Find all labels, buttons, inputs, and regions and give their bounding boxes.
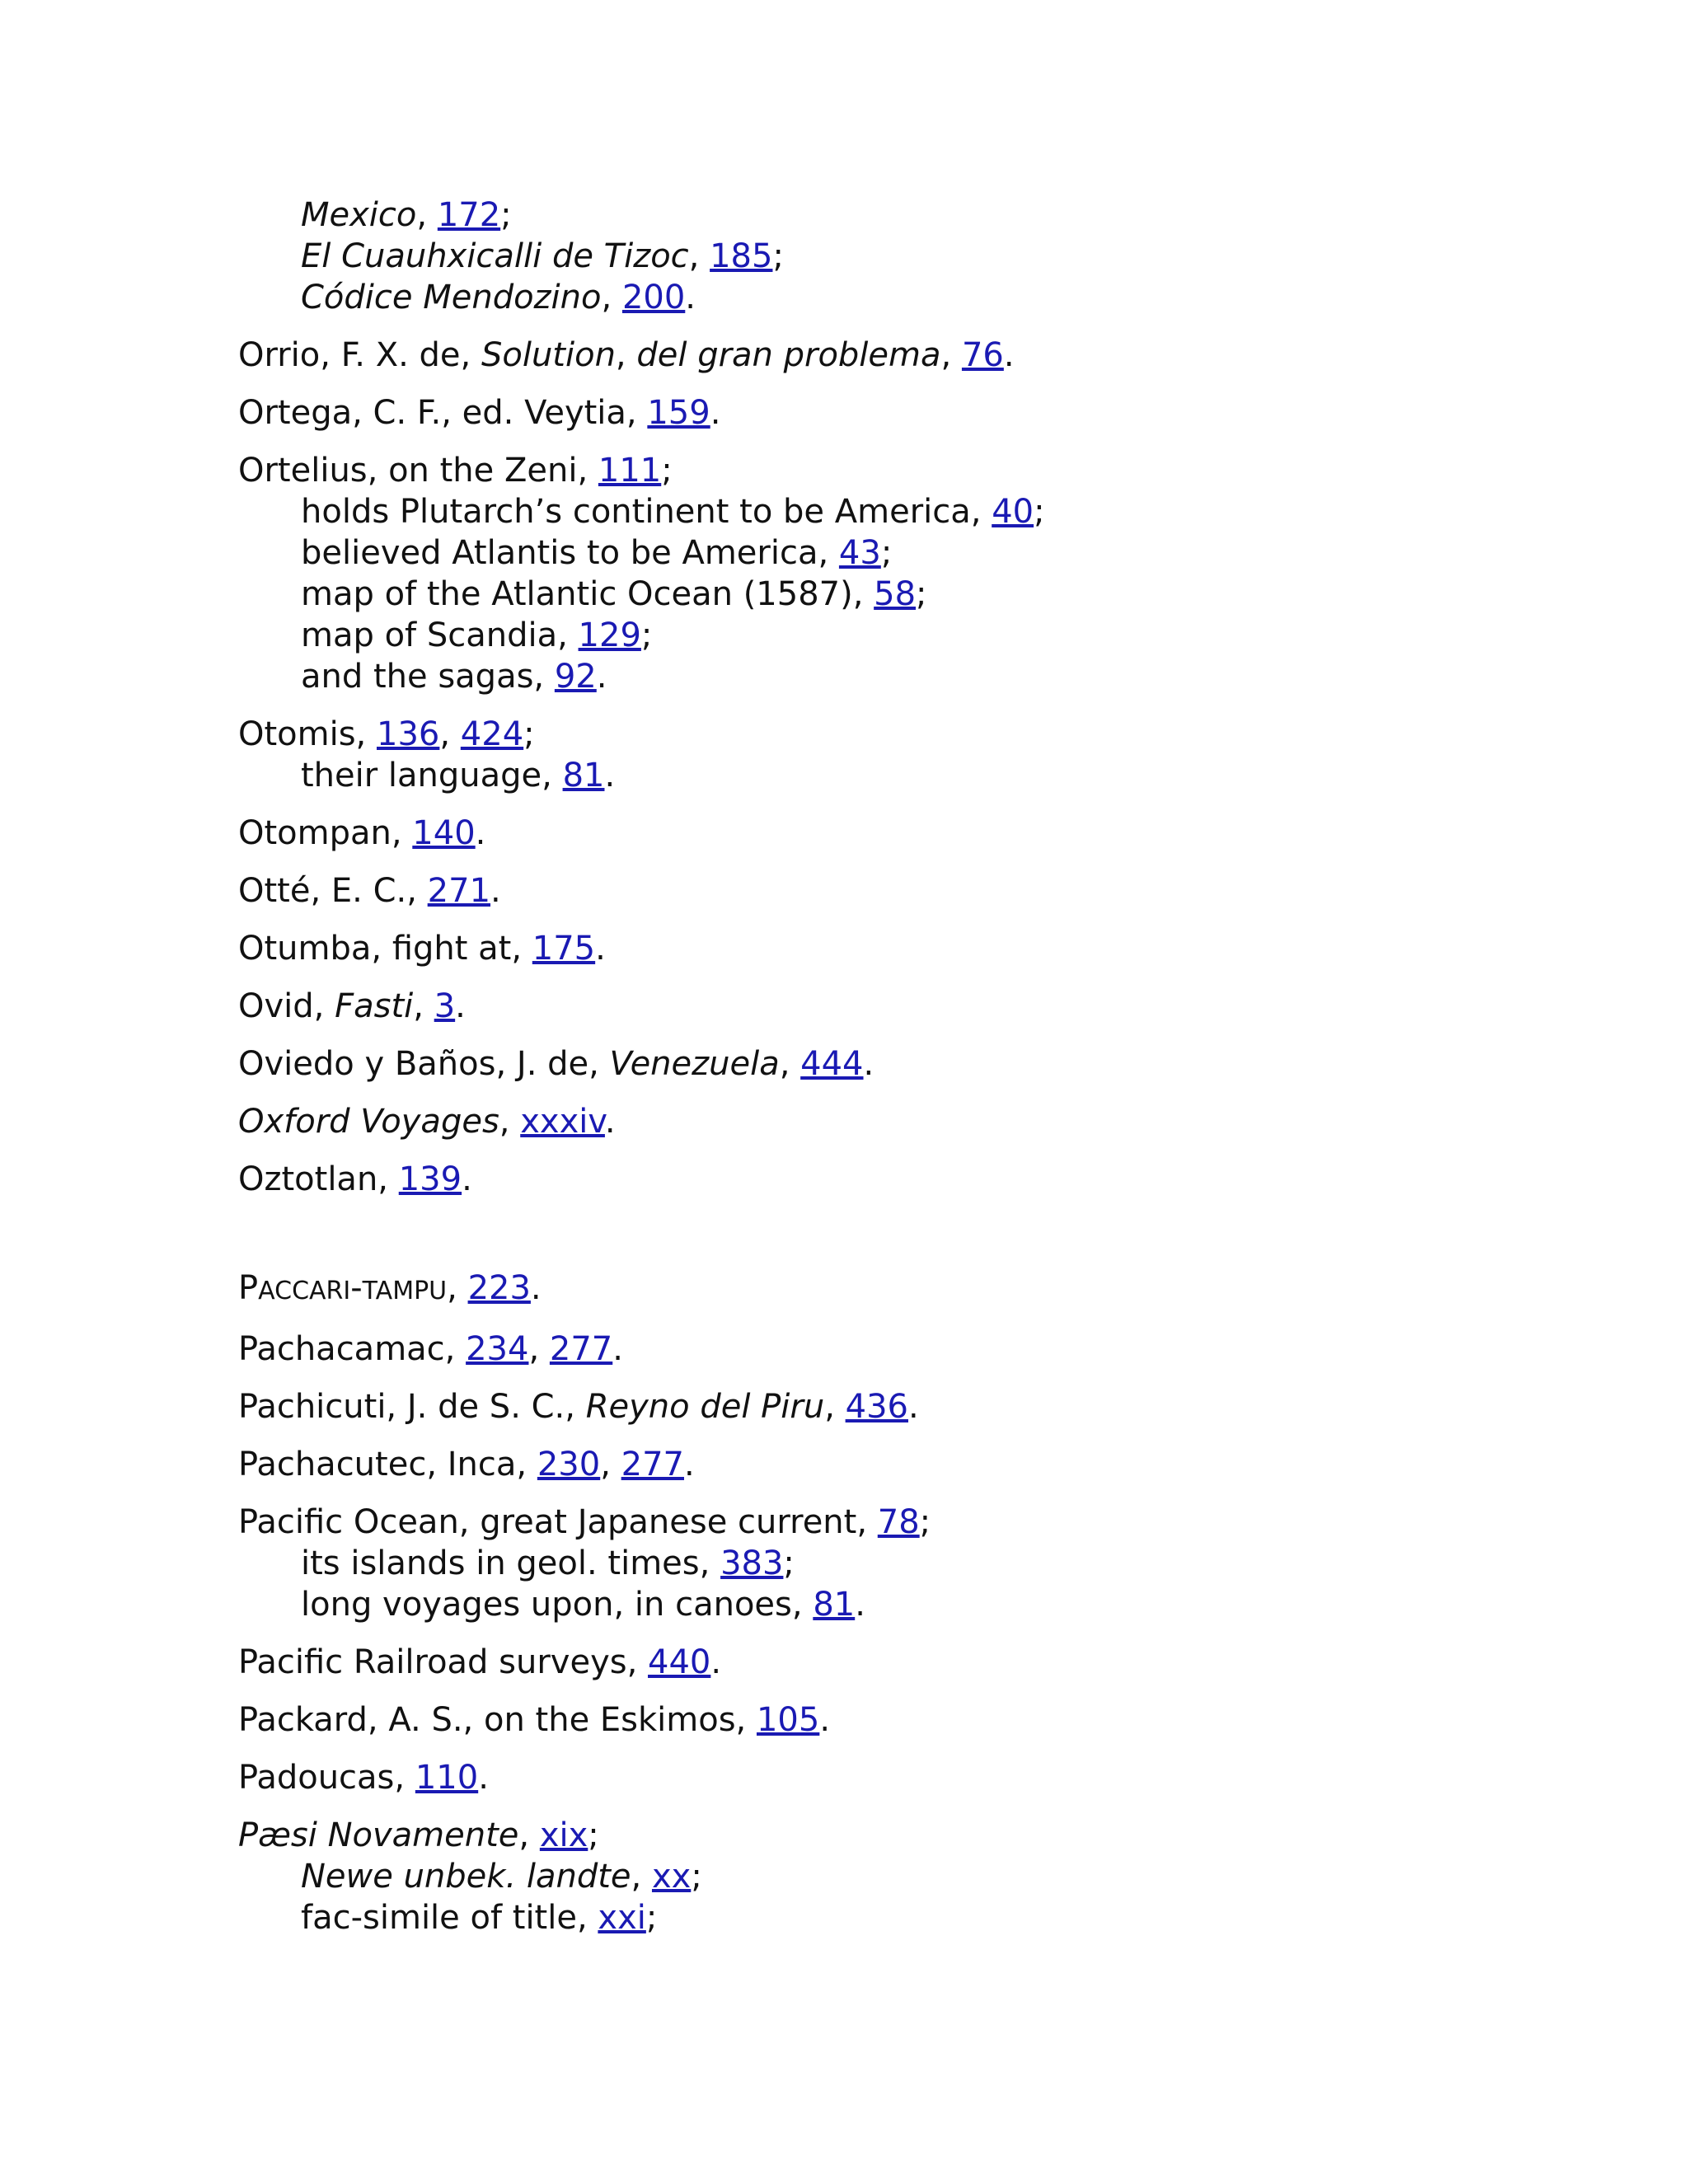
italic-title: Fasti [335, 987, 414, 1025]
index-entry-heading [238, 1159, 1557, 1200]
entry-text: ; [880, 534, 893, 572]
index-entry [238, 1444, 1557, 1485]
entry-text: TAMPU [362, 1277, 448, 1305]
page-link[interactable]: 277 [621, 1446, 684, 1483]
index-entry-heading [238, 986, 1557, 1027]
italic-title: Códice Mendozino [301, 279, 602, 316]
entry-text: P [238, 1269, 259, 1307]
index-entry-heading [238, 714, 1557, 755]
entry-text: , [940, 336, 962, 374]
page-link[interactable]: 175 [532, 930, 596, 968]
entry-text: . [855, 1586, 865, 1624]
index-entry-heading [238, 1502, 1557, 1543]
entry-text: Orrio, F. X. de, [238, 336, 481, 374]
entry-text: . [490, 872, 501, 910]
index-entry [238, 1757, 1557, 1798]
page-link[interactable]: 111 [598, 452, 662, 490]
index-entry [238, 1043, 1557, 1085]
page-link[interactable]: 200 [621, 279, 686, 316]
index-entry-heading [238, 1642, 1557, 1683]
entry-text: - [350, 1269, 363, 1307]
page-link[interactable]: 78 [877, 1503, 920, 1541]
page-link[interactable]: 136 [377, 715, 440, 753]
index-subentry [301, 194, 1557, 236]
index-entry-heading [238, 1386, 1557, 1427]
entry-text: ; [1034, 493, 1045, 531]
entry-text: Otomis, [238, 715, 377, 753]
entry-text: . [612, 1330, 623, 1368]
page-link[interactable]: xix [539, 1816, 588, 1854]
index-entry [238, 714, 1557, 796]
index-subentry [301, 1897, 1557, 1938]
entry-text: . [710, 1643, 722, 1681]
page-link[interactable]: 234 [466, 1330, 529, 1368]
entry-text: , [615, 336, 637, 374]
index-entry-heading [238, 870, 1557, 912]
index-entry [238, 392, 1557, 434]
index-subentry [301, 1543, 1557, 1584]
entry-text: , [824, 1388, 846, 1426]
index-page [238, 194, 1557, 1955]
index-entry [238, 1642, 1557, 1683]
entry-text: . [595, 930, 606, 968]
page-link[interactable]: xx [651, 1858, 692, 1896]
index-entry-heading [238, 1268, 1557, 1312]
page-link[interactable]: 223 [467, 1269, 531, 1307]
index-subentry [301, 755, 1557, 796]
entry-text: . [710, 394, 721, 432]
entry-text: ; [691, 1858, 702, 1896]
index-entry [238, 1101, 1557, 1142]
entry-text: its islands in geol. times, [301, 1544, 721, 1582]
entry-text: fac-simile of title, [301, 1899, 598, 1937]
entry-text: Padoucas, [238, 1759, 415, 1797]
index-subentry [301, 615, 1557, 656]
entry-text: ; [919, 1503, 931, 1541]
entry-text: . [604, 757, 616, 794]
entry-text: . [604, 1103, 616, 1141]
page-link[interactable]: 139 [398, 1160, 462, 1198]
entry-text: ; [645, 1899, 658, 1937]
entry-text: . [455, 987, 466, 1025]
page-link[interactable]: 43 [838, 534, 881, 572]
entry-text: Packard, A. S., on the Eskimos, [238, 1701, 757, 1739]
entry-text: Ortelius, on the Zeni, [238, 452, 598, 490]
page-link[interactable]: 424 [460, 715, 524, 753]
entry-text: Pacific Railroad surveys, [238, 1643, 649, 1681]
entry-text: Pachacamac, [238, 1330, 467, 1368]
entry-text: Ovid, [238, 987, 335, 1025]
italic-title: Oxford Voyages [238, 1103, 499, 1141]
index-entry-heading [238, 1699, 1557, 1741]
entry-text: Otumba, fight at, [238, 930, 532, 968]
index-subentry [301, 574, 1557, 615]
italic-title: El Cuauhxicalli de Tizoc [301, 237, 689, 275]
index-entry [238, 1386, 1557, 1427]
index-entry [238, 450, 1557, 697]
index-entry [238, 1159, 1557, 1200]
index-entry [238, 986, 1557, 1027]
index-entry-heading [238, 335, 1557, 376]
index-entry [238, 870, 1557, 912]
entry-text: . [684, 1446, 695, 1483]
entry-text: map of Scandia, [301, 616, 579, 654]
entry-text: ; [523, 715, 535, 753]
italic-title: Solution [481, 336, 616, 374]
entry-text: Oztotlan, [238, 1160, 399, 1198]
entry-text: . [478, 1759, 489, 1797]
entry-text: long voyages upon, in canoes, [301, 1586, 814, 1624]
page-link[interactable]: xxxiv [520, 1103, 605, 1141]
entry-text: ACCARI [258, 1277, 351, 1305]
index-entry [238, 928, 1557, 969]
entry-text: Ortega, C. F., ed. Veytia, [238, 394, 648, 432]
index-subentry [301, 1584, 1557, 1625]
page-link[interactable]: 110 [415, 1759, 479, 1797]
entry-text: Pacific Ocean, great Japanese current, [238, 1503, 878, 1541]
entry-text: and the sagas, [301, 658, 555, 696]
letter-section-gap [238, 1216, 1557, 1268]
page-link[interactable]: 159 [647, 394, 710, 432]
index-entry [238, 1699, 1557, 1741]
entry-text: holds Plutarch’s continent to be America, [301, 493, 992, 531]
page-link[interactable]: 271 [427, 872, 491, 910]
index-entry-heading [238, 1329, 1557, 1370]
entry-text: . [530, 1269, 542, 1307]
italic-title: Mexico [301, 196, 417, 234]
page-link[interactable]: 140 [412, 814, 476, 852]
page-link[interactable]: 58 [874, 575, 917, 613]
entry-text: , [528, 1330, 550, 1368]
entry-text: . [819, 1701, 831, 1739]
index-entry [238, 1329, 1557, 1370]
entry-text: ; [783, 1544, 795, 1582]
page-link[interactable]: 277 [549, 1330, 613, 1368]
index-subentry [301, 532, 1557, 574]
entry-text: ; [772, 237, 784, 275]
index-subentry [301, 656, 1557, 697]
italic-title: Venezuela [609, 1045, 780, 1083]
entry-text: Otté, E. C., [238, 872, 428, 910]
italic-title: Reyno del Piru [585, 1388, 825, 1426]
entry-text: , [631, 1858, 652, 1896]
entry-text: ; [916, 575, 927, 613]
entry-text: , [601, 279, 622, 316]
page-link[interactable]: 383 [720, 1544, 784, 1582]
entry-text: . [907, 1388, 919, 1426]
entry-text: . [475, 814, 486, 852]
page-link[interactable]: 92 [554, 658, 597, 696]
index-entry-heading [238, 1101, 1557, 1142]
italic-title: del gran problema [636, 336, 941, 374]
index-subentry [301, 277, 1557, 318]
page-link[interactable]: 76 [961, 336, 1004, 374]
entry-text: . [462, 1160, 472, 1198]
entry-text: , [600, 1446, 621, 1483]
entry-text: , [447, 1269, 468, 1307]
page-link[interactable]: 444 [800, 1045, 864, 1083]
page-link[interactable]: 81 [562, 757, 605, 794]
index-entry [238, 335, 1557, 376]
italic-title: Newe unbek. landte [301, 1858, 631, 1896]
entry-text: Otompan, [238, 814, 413, 852]
page-link[interactable]: 3 [434, 987, 456, 1025]
index-subentry [301, 236, 1557, 277]
index-subentry [301, 491, 1557, 532]
entry-text: ; [661, 452, 673, 490]
index-entry [238, 813, 1557, 854]
entry-text: . [863, 1045, 874, 1083]
entry-text: . [596, 658, 607, 696]
index-subentry [301, 1856, 1557, 1897]
entry-text: . [1003, 336, 1015, 374]
entry-text: , [439, 715, 461, 753]
page-link[interactable]: 230 [537, 1446, 601, 1483]
index-entry-heading [238, 1043, 1557, 1085]
entry-text: , [688, 237, 710, 275]
page-link[interactable]: 440 [648, 1643, 711, 1681]
entry-text: believed Atlantis to be America, [301, 534, 839, 572]
entry-text: map of the Atlantic Ocean (1587), [301, 575, 874, 613]
page-link[interactable]: 129 [578, 616, 641, 654]
index-entry-continuation [238, 194, 1557, 318]
entry-text: , [413, 987, 434, 1025]
index-entry-heading [238, 1444, 1557, 1485]
page-link[interactable]: 40 [992, 493, 1034, 531]
entry-text: Pachicuti, J. de S. C., [238, 1388, 586, 1426]
entry-text: ; [500, 196, 512, 234]
page-link[interactable]: 436 [845, 1388, 908, 1426]
entry-text: ; [588, 1816, 599, 1854]
entry-text: , [416, 196, 438, 234]
page-link[interactable]: 172 [437, 196, 501, 234]
index-entry [238, 1815, 1557, 1938]
index-entry-heading [238, 928, 1557, 969]
index-entry-heading [238, 392, 1557, 434]
entry-text: , [499, 1103, 521, 1141]
index-entry-heading [238, 450, 1557, 491]
entry-text: their language, [301, 757, 563, 794]
entry-text: . [685, 279, 696, 316]
page-link[interactable]: 185 [710, 237, 773, 275]
entry-text: Oviedo y Baños, J. de, [238, 1045, 610, 1083]
entry-text: , [518, 1816, 540, 1854]
page-link[interactable]: xxi [598, 1899, 646, 1937]
entry-text: Pachacutec, Inca, [238, 1446, 537, 1483]
index-entry-heading [238, 813, 1557, 854]
entry-text: , [779, 1045, 801, 1083]
entry-text: ; [640, 616, 653, 654]
index-entry [238, 1268, 1557, 1312]
index-entry [238, 1502, 1557, 1625]
page-link[interactable]: 81 [813, 1586, 856, 1624]
index-entry-heading [238, 1815, 1557, 1856]
italic-title: Pæsi Novamente [238, 1816, 519, 1854]
page-link[interactable]: 105 [756, 1701, 820, 1739]
index-entry-heading [238, 1757, 1557, 1798]
